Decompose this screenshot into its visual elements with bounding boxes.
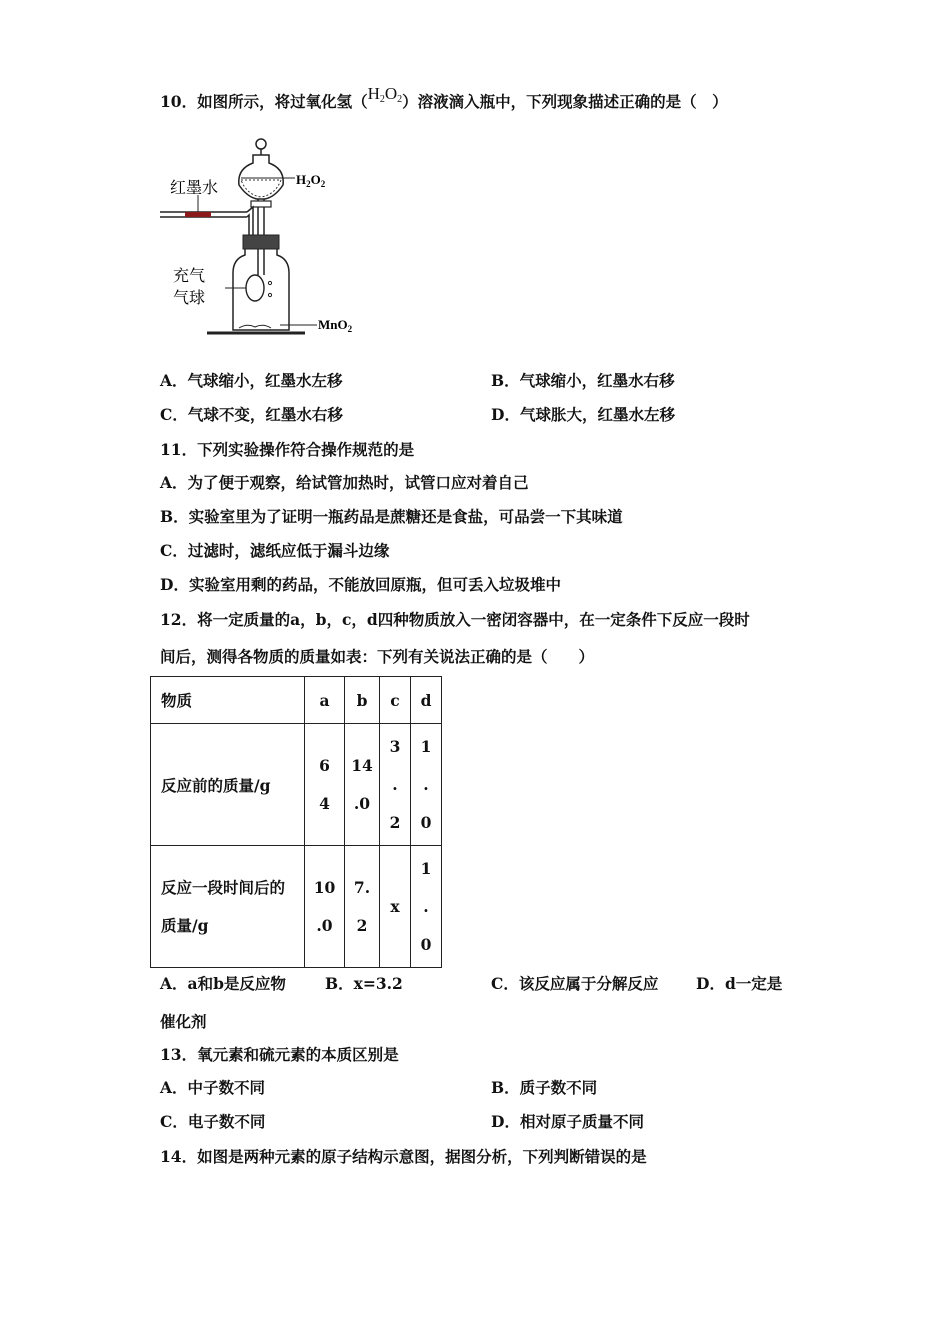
row-before-d [411,724,442,846]
q12-option-b[interactable]: B．x=3.2 [325,974,403,993]
formula-o: O [384,84,398,103]
drop-1 [268,281,271,284]
row-before-c [380,724,411,846]
h2o2-label-sub1: 2 [306,179,311,189]
row-after-a [305,846,345,968]
after-d-part2: . [423,896,429,916]
h2o2-label-sub2: 2 [320,179,326,189]
q12-stem-line1: 12．将一定质量的a，b，c，d四种物质放入一密闭容器中，在一定条件下反应一段时 [160,610,750,629]
before-d-part3: 0 [420,812,432,832]
after-c-value: x [390,896,400,916]
formula-sub1: 2 [379,94,385,105]
balloon-label-2: 气球 [173,288,206,307]
row-after-b [345,846,380,968]
apparatus-diagram [155,135,370,340]
drop-2 [268,293,271,296]
before-a-part2: 4 [319,793,330,813]
row-before-b [345,724,380,846]
h2o2-formula [368,84,403,103]
header-c: c [380,677,411,724]
q13-stem: 13．氧元素和硫元素的本质区别是 [160,1045,399,1064]
after-a-part1: 10 [313,877,336,897]
formula-h: H [367,84,380,103]
bottle-stopper [243,235,279,249]
mno2-label [318,317,353,334]
q10-option-b[interactable]: B．气球缩小，红墨水右移 [491,371,675,390]
after-d-part1: 1 [420,858,432,878]
q10-option-d[interactable]: D．气球胀大，红墨水左移 [491,405,675,424]
q13-option-a[interactable]: A．中子数不同 [160,1078,266,1097]
before-c-part3: 2 [389,812,401,832]
row-after-label-1: 反应一段时间后的 [161,877,286,897]
before-a-part1: 6 [319,755,330,775]
ink-label: 红墨水 [170,178,219,197]
row-after-label-2: 质量/g [161,915,209,935]
row-after-label [151,846,305,968]
row-after-d [411,846,442,968]
header-a: a [305,677,345,724]
balloon-label-1: 充气 [173,266,206,285]
before-b-part2: .0 [353,793,371,813]
q11-option-c[interactable]: C．过滤时，滤纸应低于漏斗边缘 [160,541,390,560]
row-before-label: 反应前的质量/g [151,724,305,846]
q11-option-a[interactable]: A．为了便于观察，给试管加热时，试管口应对着自己 [160,473,529,492]
q11-option-d[interactable]: D．实验室用剩的药品，不能放回原瓶，但可丢入垃圾堆中 [160,575,561,594]
h2o2-label-o: O [310,172,321,187]
header-d: d [411,677,442,724]
q12-option-c[interactable]: C．该反应属于分解反应 [491,974,659,993]
row-after-c [380,846,411,968]
funnel-stopper [256,139,266,149]
before-c-part2: . [392,774,398,794]
q12-stem-line2: 间后，测得各物质的质量如表：下列有关说法正确的是（ ） [160,647,595,666]
q12-option-d[interactable]: D．d一定是 [696,974,783,993]
red-ink-drop [185,212,211,217]
formula-sub2: 2 [397,94,403,105]
q10-stem-prefix: 10．如图所示，将过氧化氢（ [160,92,368,111]
mno2-label-text: MnO [318,317,348,332]
q10-option-c[interactable]: C．气球不变，红墨水右移 [160,405,343,424]
after-d-part3: 0 [420,934,432,954]
table-row-after [151,846,442,968]
q14-stem: 14．如图是两种元素的原子结构示意图，据图分析，下列判断错误的是 [160,1147,647,1166]
header-b: b [345,677,380,724]
mno2-label-sub: 2 [347,324,353,334]
side-tube-bend [247,207,253,235]
before-c-part1: 3 [389,736,401,756]
bottle [233,249,289,330]
before-d-part1: 1 [420,736,432,756]
stopcock [251,201,271,207]
mno2-powder [239,325,271,328]
row-before-a [305,724,345,846]
after-b-part1: 7. [353,877,371,897]
q10-stem [160,84,728,113]
q12-option-a[interactable]: A．a和b是反应物 [160,974,286,993]
balloon [246,275,264,301]
h2o2-label [296,172,326,189]
mass-table [150,676,442,968]
q10-stem-suffix: ）溶液滴入瓶中，下列现象描述正确的是（ ） [402,92,728,111]
after-b-part2: 2 [356,915,368,935]
table-header-row [151,677,442,724]
q10-option-a[interactable]: A．气球缩小，红墨水左移 [160,371,343,390]
q11-option-b[interactable]: B．实验室里为了证明一瓶药品是蔗糖还是食盐，可品尝一下其味道 [160,507,623,526]
before-b-part1: 14 [351,755,373,775]
funnel-body [239,155,283,199]
q13-option-b[interactable]: B．质子数不同 [491,1078,598,1097]
q13-option-c[interactable]: C．电子数不同 [160,1112,266,1131]
h2o2-label-h: H [296,172,307,187]
header-substance: 物质 [151,677,305,724]
before-d-part2: . [423,774,429,794]
q11-stem: 11．下列实验操作符合操作规范的是 [160,440,415,459]
after-a-part2: .0 [316,915,333,935]
q13-option-d[interactable]: D．相对原子质量不同 [491,1112,644,1131]
table-row-before [151,724,442,846]
q12-option-d-continued: 催化剂 [160,1012,207,1031]
